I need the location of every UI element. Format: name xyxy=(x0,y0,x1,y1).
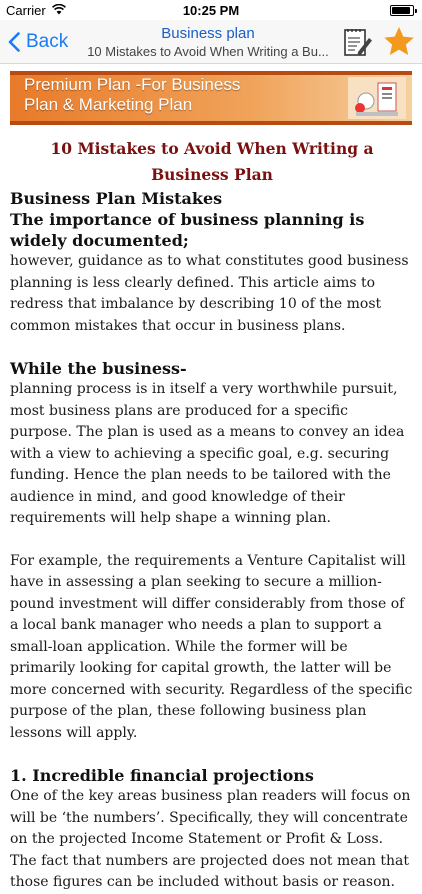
clock: 10:25 PM xyxy=(182,3,240,18)
section-heading: 1. Incredible financial projections xyxy=(10,766,314,785)
paragraph: however, guidance as to what constitutes good business planning is less clearly defined. This article aims to redress that imbalance by describing 10 of the most common mistakes that occur in business plans. xyxy=(10,253,409,334)
star-icon[interactable] xyxy=(382,25,416,59)
paragraph: For example, the requirements a Venture Capitalist will have in assessing a plan seeking to secure a million-pound investment will differ considerably from those of a local bank manager who needs a plan to support a small-loan application. While the former will be primarily looking for capital growth, the latter will be more concerned with security. Regardless of the specific purpose of the plan, these following business plan lessons will apply. xyxy=(10,552,413,741)
article-content xyxy=(10,134,414,894)
banner-text xyxy=(24,75,344,115)
nav-title-subtitle: 10 Mistakes to Avoid When Writing a Bu... xyxy=(87,44,329,59)
status-bar xyxy=(0,0,422,20)
spacer xyxy=(10,744,414,765)
premium-plan-banner[interactable] xyxy=(10,71,412,125)
battery-icon xyxy=(390,5,414,16)
spacer xyxy=(10,530,414,551)
chevron-left-icon xyxy=(8,32,20,52)
section-heading: Business Plan Mistakes xyxy=(10,189,223,208)
carrier-label: Carrier xyxy=(6,3,46,18)
banner-line-1: Premium Plan -For Business xyxy=(24,75,241,94)
paragraph: planning process is in itself a very worthwhile pursuit, most business plans are produced for a specific purpose. The plan is used as a means to convey an idea with a view to achieving a specific goal, e.g. securing funding. Hence the plan needs to be tailored with the audience in mind, and good knowledge of their requirements will help shape a winning plan. xyxy=(10,381,405,526)
navigation-bar xyxy=(0,20,422,64)
article-title: 10 Mistakes to Avoid When Writing a Business Plan xyxy=(50,139,374,184)
section-heading: While the business- xyxy=(10,359,187,378)
banner-line-2: Plan & Marketing Plan xyxy=(24,95,193,114)
spacer xyxy=(10,337,414,358)
back-button[interactable] xyxy=(8,28,68,56)
paragraph: One of the key areas business plan readers will focus on will be ‘the numbers’. Specifically, they will concentrate on the projected Income Statement or Profit & Loss. The fact that numbers are projected does not mean that those figures can be included without basis or reason. xyxy=(10,788,411,890)
banner-illustration xyxy=(348,77,406,119)
battery-level xyxy=(392,7,410,14)
edit-note-icon[interactable] xyxy=(340,25,374,59)
back-label: Back xyxy=(26,31,69,52)
nav-title-main: Business plan xyxy=(161,25,255,42)
nav-title xyxy=(85,25,331,60)
section-heading: The importance of business planning is widely documented; xyxy=(10,210,365,250)
